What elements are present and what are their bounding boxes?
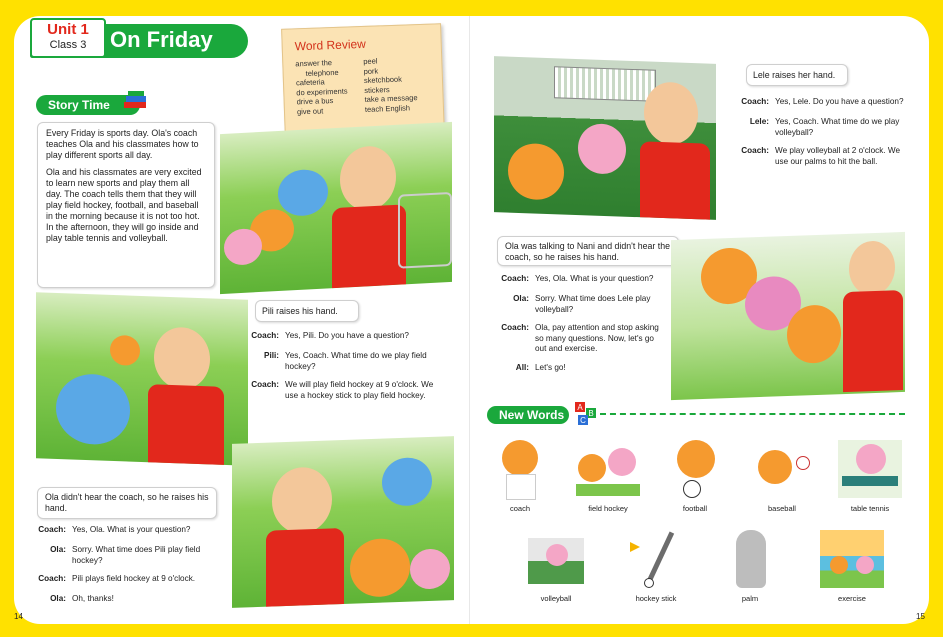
speaker: Lele: [749, 117, 769, 126]
new-word-item [828, 440, 912, 513]
narration-text: Lele raises her hand. [753, 70, 836, 80]
palm-icon [718, 530, 782, 588]
lele-character [578, 123, 626, 175]
orange-character [787, 304, 841, 364]
line-text: Sorry. What time does Pili play field hockey? [72, 545, 201, 565]
speaker: Coach: [38, 525, 66, 534]
review-word: answer the [295, 58, 333, 69]
story-intro-box [37, 122, 215, 288]
new-word-item [478, 440, 562, 513]
dialogue-pili [251, 331, 445, 409]
dialogue-lele [741, 97, 915, 175]
new-words-tag [487, 406, 569, 424]
line-text: We will play field hockey at 9 o'clock. We use a hockey stick to play field hockey. [285, 380, 434, 400]
narration-box-ola-2 [497, 236, 679, 266]
story-intro-paragraph-2: Ola and his classmates are very excited to learn new sports and play them all day. The coach tells them that they will play field hockey, football, and baseball in the morning because it is not too hot. In the afternoon, they will go inside and play table tennis and volleyball. [46, 167, 202, 243]
dialogue-line [501, 274, 665, 286]
new-word-item [653, 440, 737, 513]
line-text: Yes, Ola. What is your question? [535, 274, 654, 283]
illustration-lele-raises-hand [494, 56, 716, 220]
line-text: Yes, Pili. Do you have a question? [285, 331, 409, 340]
new-word-label: volleyball [540, 594, 572, 603]
speaker: Ola: [50, 594, 66, 603]
pink-character [410, 548, 450, 589]
review-word: teach English [364, 103, 411, 114]
new-word-label: palm [741, 594, 759, 603]
dialogue-line [741, 146, 915, 167]
coach-jacket [266, 528, 344, 608]
speaker: Coach: [251, 331, 279, 340]
new-word-item [740, 440, 824, 513]
dashed-divider [600, 413, 905, 415]
blue-character [278, 168, 328, 217]
review-word: peel [363, 56, 378, 66]
review-word: telephone [305, 67, 339, 78]
line-text: Sorry. What time does Lele play volleyball? [535, 294, 651, 314]
page-number-left: 14 [14, 612, 23, 621]
table-tennis-icon [838, 440, 902, 498]
field-hockey-icon [576, 440, 640, 498]
dialogue-ola-1 [38, 525, 222, 614]
speaker: Coach: [741, 97, 769, 106]
line-text: Pili plays field hockey at 9 o'clock. [72, 574, 196, 583]
dialogue-line [38, 574, 222, 586]
dialogue-line [263, 351, 445, 372]
baseball-icon [750, 440, 814, 498]
speaker: Coach: [741, 146, 769, 155]
illustration-ola-and-nani [671, 232, 905, 400]
review-word: stickers [364, 84, 390, 95]
class-label: Class 3 [49, 39, 87, 51]
illustration-pili-raises-hand [36, 292, 248, 465]
coach-icon [488, 440, 552, 498]
line-text: Oh, thanks! [72, 594, 114, 603]
illustration-coach-and-students [220, 122, 452, 294]
coach-figure [272, 466, 332, 534]
story-intro-paragraph-1: Every Friday is sports day. Ola's coach teaches Ola and his classmates how to play different sports all day. [46, 128, 199, 160]
page-gutter [469, 16, 470, 624]
review-word: cafeteria [295, 77, 325, 88]
page-title: On Friday [110, 27, 213, 52]
page-number-right: 15 [916, 612, 925, 621]
dialogue-line [38, 525, 222, 537]
speaker: Coach: [38, 574, 66, 583]
dialogue-line [515, 362, 665, 375]
orange-character [110, 335, 140, 366]
narration-text: Ola was talking to Nani and didn't hear the coach, so he raises his hand. [505, 241, 671, 262]
ball-basket [398, 192, 452, 269]
blue-character [382, 457, 432, 507]
line-text: Yes, Coach. What time do we play volleyball? [775, 117, 900, 137]
review-word: give out [296, 106, 324, 117]
orange-character [508, 143, 564, 201]
new-word-label: table tennis [850, 504, 890, 513]
dialogue-line [749, 117, 915, 138]
coach-figure [644, 81, 698, 145]
new-word-item [614, 530, 698, 603]
pink-character [224, 228, 262, 266]
dialogue-line [513, 294, 665, 315]
word-review-column-2 [363, 55, 418, 114]
narration-box-lele [746, 64, 848, 86]
svg-text:C: C [580, 416, 586, 425]
dialogue-line [501, 323, 665, 355]
review-word: pork [363, 66, 379, 76]
review-word: drive a bus [296, 96, 334, 107]
speaker: Ola: [513, 294, 529, 303]
coach-jacket [332, 204, 406, 288]
volleyball-net [554, 66, 656, 102]
line-text: Yes, Ola. What is your question? [72, 525, 191, 534]
narration-box-pili [255, 300, 359, 322]
dialogue-ola-2 [501, 274, 665, 383]
new-word-item [810, 530, 894, 603]
new-word-item [514, 530, 598, 603]
exercise-icon [820, 530, 884, 588]
speaker: Pili: [263, 351, 279, 360]
narration-text: Pili raises his hand. [262, 306, 338, 316]
coach-figure [849, 240, 895, 296]
new-words-label: New Words [499, 408, 565, 422]
word-review-column-1 [295, 58, 348, 117]
volleyball-icon [524, 530, 588, 588]
unit-badge [30, 18, 106, 58]
dialogue-line [50, 594, 222, 606]
coach-jacket [148, 384, 224, 465]
coach-figure [154, 326, 210, 390]
svg-text:B: B [588, 409, 594, 418]
new-word-label: coach [509, 504, 530, 513]
svg-text:A: A [577, 403, 583, 412]
football-icon [663, 440, 727, 498]
review-word: do experiments [296, 86, 348, 98]
narration-text: Ola didn't hear the coach, so he raises his hand. [45, 492, 209, 513]
line-text: Let's go! [535, 362, 566, 372]
word-review-title: Word Review [294, 36, 367, 54]
line-text: Yes, Coach. What time do we play field hockey? [285, 351, 427, 371]
new-word-label: exercise [838, 594, 866, 603]
speaker: Coach: [501, 274, 529, 283]
dialogue-line [741, 97, 915, 109]
new-word-label: baseball [768, 504, 796, 513]
coach-jacket [640, 141, 710, 220]
review-word: take a message [364, 93, 418, 105]
coach-jacket [843, 290, 903, 392]
dialogue-line [50, 545, 222, 566]
illustration-ola-raises-hand [232, 436, 454, 608]
hockey-stick-icon [624, 530, 688, 588]
book-stack-icon [122, 90, 148, 112]
abc-blocks-icon [574, 401, 598, 427]
line-text: Yes, Lele. Do you have a question? [775, 97, 904, 106]
new-word-item [708, 530, 792, 603]
speaker: Coach: [251, 380, 279, 389]
ola-character [350, 538, 410, 598]
speaker: All: [515, 362, 529, 372]
line-text: Ola, pay attention and stop asking so many questions. Now, let's go out and exercise. [535, 323, 659, 353]
dialogue-line [251, 331, 445, 343]
unit-label: Unit 1 [47, 21, 89, 38]
speaker: Coach: [501, 323, 529, 332]
review-word: sketchbook [363, 74, 403, 86]
new-word-label: football [682, 504, 708, 513]
new-word-label: hockey stick [635, 594, 677, 603]
narration-box-ola-1 [37, 487, 217, 519]
pili-character [56, 373, 130, 446]
dialogue-line [251, 380, 445, 401]
new-word-item [566, 440, 650, 513]
line-text: We play volleyball at 2 o'clock. We use our palms to hit the ball. [775, 146, 901, 166]
new-word-label: field hockey [588, 504, 628, 513]
speaker: Ola: [50, 545, 66, 554]
coach-figure [340, 145, 396, 212]
story-time-label: Story Time [48, 98, 110, 112]
